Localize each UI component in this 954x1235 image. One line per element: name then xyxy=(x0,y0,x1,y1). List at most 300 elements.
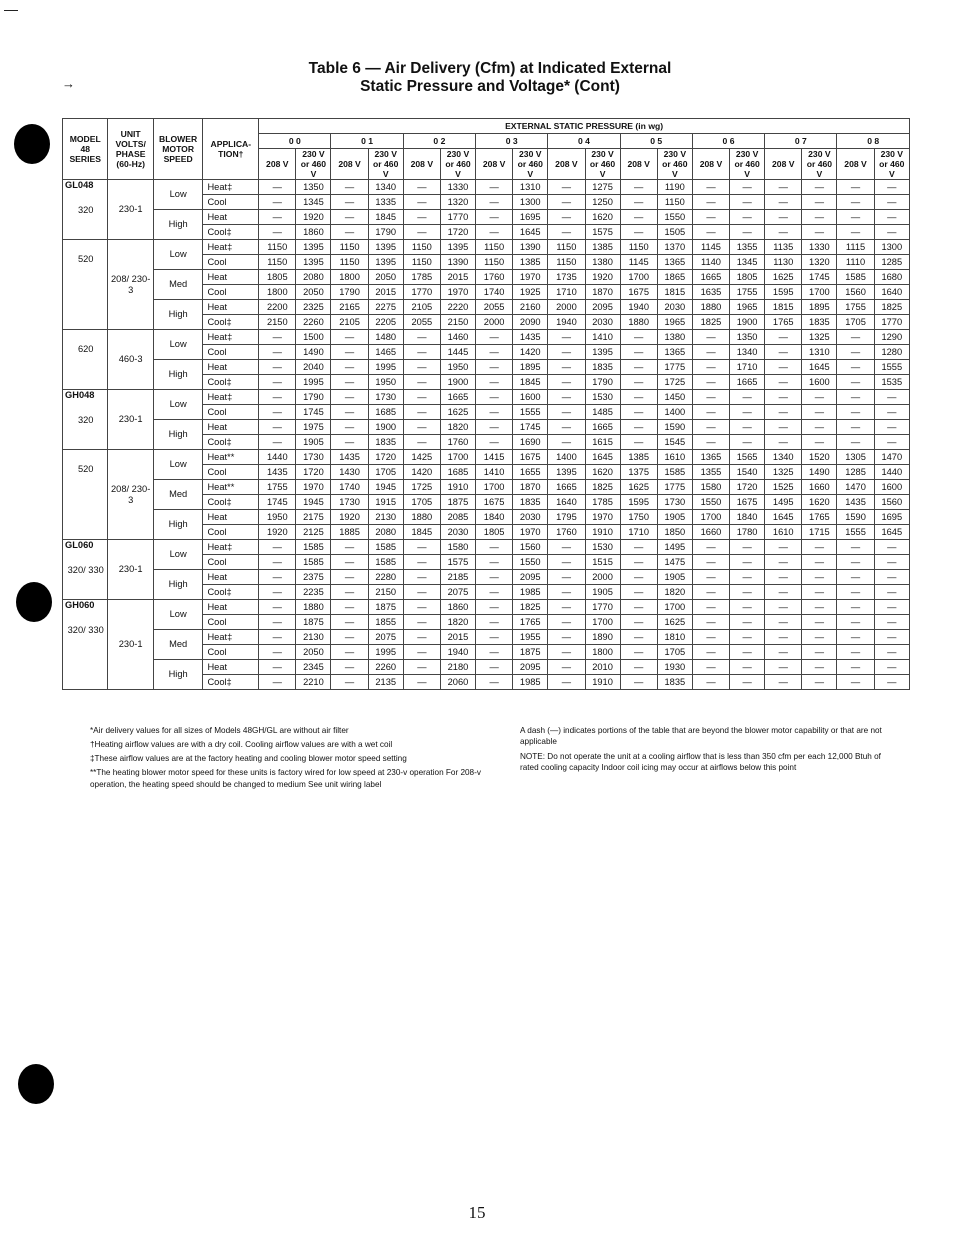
airflow-cell: 1945 xyxy=(368,480,403,495)
airflow-cell: — xyxy=(620,645,657,660)
application-cell: Cool xyxy=(203,285,259,300)
airflow-cell: — xyxy=(331,375,368,390)
airflow-cell: 1470 xyxy=(837,480,874,495)
airflow-cell: — xyxy=(620,570,657,585)
airflow-cell: 1600 xyxy=(874,480,909,495)
airflow-cell: 1835 xyxy=(368,435,403,450)
airflow-cell: — xyxy=(837,630,874,645)
voltage-208-header: 208 V xyxy=(692,149,729,180)
airflow-cell: 1135 xyxy=(765,240,802,255)
application-cell: Cool‡ xyxy=(203,585,259,600)
airflow-cell: — xyxy=(620,360,657,375)
airflow-cell: 1900 xyxy=(440,375,475,390)
application-cell: Heat xyxy=(203,300,259,315)
airflow-cell: 1880 xyxy=(403,510,440,525)
airflow-cell: — xyxy=(837,180,874,195)
airflow-cell: 1835 xyxy=(513,495,548,510)
airflow-cell: 2150 xyxy=(440,315,475,330)
airflow-cell: 1585 xyxy=(657,465,692,480)
airflow-cell: — xyxy=(837,540,874,555)
airflow-cell: — xyxy=(620,225,657,240)
airflow-cell: 1710 xyxy=(548,285,585,300)
airflow-cell: — xyxy=(259,420,296,435)
airflow-cell: — xyxy=(476,645,513,660)
blower-speed-cell: Low xyxy=(153,540,203,570)
airflow-cell: 1150 xyxy=(657,195,692,210)
airflow-cell: 2165 xyxy=(331,300,368,315)
airflow-cell: 2160 xyxy=(513,300,548,315)
airflow-cell: 1720 xyxy=(368,450,403,465)
airflow-cell: 1865 xyxy=(657,270,692,285)
binder-hole-middle xyxy=(16,582,52,622)
airflow-cell: — xyxy=(765,345,802,360)
airflow-cell: — xyxy=(765,420,802,435)
airflow-cell: — xyxy=(692,210,729,225)
airflow-cell: — xyxy=(403,375,440,390)
airflow-cell: 1530 xyxy=(585,540,620,555)
airflow-cell: 1450 xyxy=(657,390,692,405)
airflow-cell: 1795 xyxy=(548,510,585,525)
airflow-cell: 1905 xyxy=(585,585,620,600)
airflow-cell: 1720 xyxy=(440,225,475,240)
airflow-cell: 1665 xyxy=(440,390,475,405)
model-size-label: 620 xyxy=(77,344,94,354)
airflow-cell: 2095 xyxy=(513,660,548,675)
airflow-cell: — xyxy=(476,375,513,390)
airflow-cell: 1350 xyxy=(296,180,331,195)
airflow-cell: 1625 xyxy=(765,270,802,285)
airflow-cell: 1300 xyxy=(874,240,909,255)
airflow-cell: — xyxy=(259,615,296,630)
voltage-208-header: 208 V xyxy=(765,149,802,180)
airflow-cell: — xyxy=(476,435,513,450)
voltage-230-460-header: 230 V or 460 V xyxy=(730,149,765,180)
airflow-cell: — xyxy=(403,195,440,210)
airflow-cell: — xyxy=(730,555,765,570)
airflow-cell: 1700 xyxy=(476,480,513,495)
blower-speed-cell: Med xyxy=(153,480,203,510)
airflow-cell: 1395 xyxy=(585,345,620,360)
airflow-cell: 2130 xyxy=(296,630,331,645)
airflow-cell: 2175 xyxy=(296,510,331,525)
airflow-cell: 1820 xyxy=(440,420,475,435)
airflow-cell: 1435 xyxy=(331,450,368,465)
application-cell: Cool‡ xyxy=(203,675,259,690)
airflow-cell: 1755 xyxy=(730,285,765,300)
airflow-cell: 1895 xyxy=(802,300,837,315)
voltage-208-header: 208 V xyxy=(620,149,657,180)
airflow-cell: — xyxy=(802,540,837,555)
airflow-cell: 1275 xyxy=(585,180,620,195)
airflow-cell: 1910 xyxy=(585,525,620,540)
model-cell xyxy=(63,240,108,330)
application-cell: Heat‡ xyxy=(203,540,259,555)
airflow-cell: 2135 xyxy=(368,675,403,690)
footnotes-left xyxy=(90,725,490,793)
airflow-cell: 1965 xyxy=(730,300,765,315)
airflow-cell: — xyxy=(476,330,513,345)
airflow-cell: — xyxy=(692,540,729,555)
airflow-cell: — xyxy=(765,330,802,345)
airflow-cell: — xyxy=(259,375,296,390)
airflow-cell: 1250 xyxy=(585,195,620,210)
airflow-cell: 1150 xyxy=(331,255,368,270)
airflow-cell: — xyxy=(765,630,802,645)
airflow-cell: — xyxy=(620,210,657,225)
airflow-cell: — xyxy=(837,360,874,375)
airflow-cell: 1435 xyxy=(513,330,548,345)
airflow-cell: — xyxy=(331,630,368,645)
airflow-cell: — xyxy=(476,540,513,555)
airflow-cell: 2095 xyxy=(585,300,620,315)
airflow-cell: — xyxy=(259,675,296,690)
airflow-cell: 1875 xyxy=(513,645,548,660)
airflow-cell: 1875 xyxy=(296,615,331,630)
airflow-cell: 1895 xyxy=(513,360,548,375)
airflow-cell: 1150 xyxy=(476,255,513,270)
volts-cell: 230-1 xyxy=(108,390,153,450)
airflow-cell: — xyxy=(837,345,874,360)
airflow-cell: 1755 xyxy=(259,480,296,495)
application-cell: Heat‡ xyxy=(203,630,259,645)
airflow-cell: 2200 xyxy=(259,300,296,315)
application-cell: Cool xyxy=(203,345,259,360)
airflow-cell: 1790 xyxy=(331,285,368,300)
airflow-cell: — xyxy=(692,645,729,660)
airflow-cell: 2075 xyxy=(368,630,403,645)
application-cell: Heat‡ xyxy=(203,330,259,345)
airflow-cell: 1485 xyxy=(585,405,620,420)
airflow-cell: — xyxy=(331,435,368,450)
airflow-cell: — xyxy=(620,675,657,690)
airflow-cell: 1130 xyxy=(765,255,802,270)
volts-cell: 230-1 xyxy=(108,600,153,690)
airflow-cell: 1620 xyxy=(802,495,837,510)
airflow-cell: — xyxy=(548,630,585,645)
voltage-230-460-header: 230 V or 460 V xyxy=(513,149,548,180)
airflow-cell: 1280 xyxy=(874,345,909,360)
air-delivery-table xyxy=(62,118,910,690)
airflow-cell: 1720 xyxy=(296,465,331,480)
blower-speed-cell: Low xyxy=(153,600,203,630)
airflow-cell: — xyxy=(403,600,440,615)
airflow-cell: — xyxy=(403,345,440,360)
airflow-cell: 1150 xyxy=(403,240,440,255)
airflow-cell: 1825 xyxy=(513,600,548,615)
airflow-cell: 1595 xyxy=(765,285,802,300)
airflow-cell: — xyxy=(331,210,368,225)
airflow-cell: 1150 xyxy=(620,240,657,255)
airflow-cell: 2060 xyxy=(440,675,475,690)
airflow-cell: 1770 xyxy=(874,315,909,330)
volts-cell: 208/ 230-3 xyxy=(108,240,153,330)
volts-cell: 460-3 xyxy=(108,330,153,390)
airflow-cell: 2000 xyxy=(585,570,620,585)
model-series-label: GL060 xyxy=(65,540,94,550)
airflow-cell: 1585 xyxy=(368,555,403,570)
airflow-cell: — xyxy=(730,585,765,600)
airflow-cell: 1430 xyxy=(331,465,368,480)
airflow-cell: — xyxy=(730,420,765,435)
airflow-cell: — xyxy=(259,195,296,210)
airflow-cell: — xyxy=(259,435,296,450)
airflow-cell: 1910 xyxy=(440,480,475,495)
airflow-cell: — xyxy=(802,570,837,585)
airflow-cell: — xyxy=(692,570,729,585)
airflow-cell: — xyxy=(874,570,909,585)
airflow-cell: 1730 xyxy=(657,495,692,510)
model-cell xyxy=(63,540,108,600)
airflow-cell: — xyxy=(765,210,802,225)
blower-speed-cell: Low xyxy=(153,330,203,360)
airflow-cell: — xyxy=(765,195,802,210)
airflow-cell: — xyxy=(548,645,585,660)
airflow-cell: — xyxy=(403,540,440,555)
airflow-cell: — xyxy=(403,555,440,570)
airflow-cell: 1745 xyxy=(296,405,331,420)
airflow-cell: 1375 xyxy=(620,465,657,480)
airflow-cell: — xyxy=(874,600,909,615)
airflow-cell: — xyxy=(620,375,657,390)
airflow-cell: — xyxy=(476,675,513,690)
airflow-cell: — xyxy=(331,615,368,630)
airflow-cell: — xyxy=(331,420,368,435)
airflow-cell: 1150 xyxy=(548,240,585,255)
airflow-cell: 1625 xyxy=(440,405,475,420)
application-cell: Cool‡ xyxy=(203,315,259,330)
airflow-cell: 1765 xyxy=(765,315,802,330)
footnote-dry-coil: †Heating airflow values are with a dry coil. Cooling airflow values are with a wet coil xyxy=(90,740,393,749)
airflow-cell: — xyxy=(476,615,513,630)
airflow-cell: — xyxy=(837,420,874,435)
airflow-cell: — xyxy=(874,405,909,420)
blower-speed-cell: High xyxy=(153,660,203,690)
airflow-cell: 1575 xyxy=(585,225,620,240)
airflow-cell: 1365 xyxy=(657,345,692,360)
airflow-cell: 1995 xyxy=(368,645,403,660)
airflow-cell: 1700 xyxy=(440,450,475,465)
airflow-cell: — xyxy=(548,420,585,435)
airflow-cell: — xyxy=(802,420,837,435)
blower-speed-cell: High xyxy=(153,300,203,330)
airflow-cell: 1440 xyxy=(874,465,909,480)
airflow-cell: 1435 xyxy=(837,495,874,510)
table-row xyxy=(63,390,910,405)
airflow-cell: 1805 xyxy=(476,525,513,540)
airflow-cell: 1700 xyxy=(692,510,729,525)
airflow-cell: 1385 xyxy=(513,255,548,270)
airflow-cell: 1970 xyxy=(585,510,620,525)
airflow-cell: — xyxy=(765,645,802,660)
airflow-cell: 1390 xyxy=(513,240,548,255)
airflow-cell: 1665 xyxy=(692,270,729,285)
application-cell: Heat xyxy=(203,210,259,225)
airflow-cell: 1880 xyxy=(692,300,729,315)
airflow-cell: 1705 xyxy=(657,645,692,660)
airflow-cell: — xyxy=(620,345,657,360)
airflow-cell: — xyxy=(259,630,296,645)
airflow-cell: 1730 xyxy=(368,390,403,405)
footnote-factory-setting: ‡These airflow values are at the factory heating and cooling blower motor speed setting xyxy=(90,754,407,763)
airflow-cell: 1925 xyxy=(513,285,548,300)
airflow-cell: 2000 xyxy=(476,315,513,330)
airflow-cell: — xyxy=(259,360,296,375)
airflow-cell: 1615 xyxy=(585,435,620,450)
airflow-cell: — xyxy=(802,195,837,210)
airflow-cell: 1150 xyxy=(476,240,513,255)
airflow-cell: 1870 xyxy=(585,285,620,300)
airflow-cell: — xyxy=(765,555,802,570)
airflow-cell: 1645 xyxy=(513,225,548,240)
airflow-cell: — xyxy=(874,390,909,405)
airflow-cell: 1665 xyxy=(585,420,620,435)
airflow-cell: — xyxy=(259,405,296,420)
airflow-cell: — xyxy=(331,540,368,555)
airflow-cell: 1525 xyxy=(765,480,802,495)
airflow-cell: 1765 xyxy=(802,510,837,525)
airflow-cell: — xyxy=(403,330,440,345)
airflow-cell: 1495 xyxy=(765,495,802,510)
airflow-cell: 1745 xyxy=(802,270,837,285)
corner-mark xyxy=(4,10,18,11)
airflow-cell: 1930 xyxy=(657,660,692,675)
airflow-cell: — xyxy=(730,435,765,450)
airflow-cell: 1395 xyxy=(368,255,403,270)
airflow-cell: — xyxy=(730,540,765,555)
application-cell: Heat xyxy=(203,510,259,525)
airflow-cell: — xyxy=(802,600,837,615)
voltage-208-header: 208 V xyxy=(548,149,585,180)
voltage-230-460-header: 230 V or 460 V xyxy=(802,149,837,180)
airflow-cell: 1695 xyxy=(513,210,548,225)
airflow-cell: 1515 xyxy=(585,555,620,570)
airflow-cell: 1970 xyxy=(440,285,475,300)
airflow-cell: 2325 xyxy=(296,300,331,315)
airflow-cell: 1910 xyxy=(585,675,620,690)
airflow-cell: 1620 xyxy=(585,465,620,480)
airflow-cell: 1710 xyxy=(730,360,765,375)
airflow-cell: — xyxy=(802,435,837,450)
airflow-cell: 1825 xyxy=(585,480,620,495)
airflow-cell: — xyxy=(620,180,657,195)
footnote-note: NOTE: Do not operate the unit at a cooling airflow that is less than 350 cfm per each 12,000 Btuh of rated cooling capacity Indoor coil icing may occur at airflows below this point xyxy=(520,752,881,772)
airflow-cell: 2040 xyxy=(296,360,331,375)
airflow-cell: — xyxy=(730,615,765,630)
airflow-cell: 1290 xyxy=(874,330,909,345)
airflow-cell: — xyxy=(403,585,440,600)
airflow-cell: — xyxy=(548,390,585,405)
application-cell: Heat** xyxy=(203,450,259,465)
airflow-cell: 1825 xyxy=(692,315,729,330)
airflow-cell: 1700 xyxy=(657,600,692,615)
airflow-cell: — xyxy=(692,585,729,600)
airflow-cell: 1780 xyxy=(730,525,765,540)
airflow-cell: — xyxy=(548,405,585,420)
airflow-cell: — xyxy=(730,645,765,660)
airflow-cell: — xyxy=(837,585,874,600)
airflow-cell: 1550 xyxy=(657,210,692,225)
airflow-cell: 1555 xyxy=(837,525,874,540)
airflow-cell: 1995 xyxy=(368,360,403,375)
table-title xyxy=(150,60,830,96)
airflow-cell: — xyxy=(730,660,765,675)
airflow-cell: 2275 xyxy=(368,300,403,315)
airflow-cell: 1550 xyxy=(513,555,548,570)
airflow-cell: 1140 xyxy=(692,255,729,270)
airflow-cell: 1355 xyxy=(730,240,765,255)
airflow-cell: 1950 xyxy=(259,510,296,525)
airflow-cell: 1500 xyxy=(296,330,331,345)
airflow-cell: — xyxy=(331,660,368,675)
airflow-cell: 1320 xyxy=(802,255,837,270)
airflow-cell: — xyxy=(476,555,513,570)
airflow-cell: 1365 xyxy=(657,255,692,270)
airflow-cell: — xyxy=(476,660,513,675)
airflow-cell: 1685 xyxy=(368,405,403,420)
title-line-2: Static Pressure and Voltage* (Cont) xyxy=(360,78,620,95)
application-cell: Cool xyxy=(203,615,259,630)
airflow-cell: 1590 xyxy=(837,510,874,525)
airflow-cell: 1840 xyxy=(730,510,765,525)
airflow-cell: 1760 xyxy=(476,270,513,285)
airflow-cell: 1645 xyxy=(585,450,620,465)
airflow-cell: — xyxy=(730,570,765,585)
airflow-cell: 1920 xyxy=(259,525,296,540)
airflow-cell: — xyxy=(476,360,513,375)
airflow-cell: 1860 xyxy=(440,600,475,615)
airflow-cell: 1320 xyxy=(440,195,475,210)
airflow-cell: — xyxy=(548,555,585,570)
airflow-cell: — xyxy=(548,180,585,195)
airflow-cell: — xyxy=(692,660,729,675)
airflow-cell: 1145 xyxy=(692,240,729,255)
airflow-cell: — xyxy=(476,195,513,210)
airflow-cell: 1490 xyxy=(296,345,331,360)
airflow-cell: 1610 xyxy=(765,525,802,540)
airflow-cell: 1760 xyxy=(440,435,475,450)
airflow-cell: 1905 xyxy=(657,510,692,525)
airflow-cell: 2030 xyxy=(440,525,475,540)
airflow-cell: 1790 xyxy=(296,390,331,405)
airflow-cell: 1700 xyxy=(802,285,837,300)
airflow-cell: — xyxy=(403,675,440,690)
table-row xyxy=(63,210,910,225)
airflow-cell: 1745 xyxy=(513,420,548,435)
airflow-cell: 1545 xyxy=(657,435,692,450)
pressure-header: 0 7 xyxy=(765,134,837,149)
airflow-cell: — xyxy=(730,405,765,420)
voltage-230-460-header: 230 V or 460 V xyxy=(368,149,403,180)
airflow-cell: 1940 xyxy=(620,300,657,315)
airflow-cell: — xyxy=(476,585,513,600)
airflow-cell: 1380 xyxy=(657,330,692,345)
airflow-cell: — xyxy=(548,615,585,630)
airflow-cell: 1705 xyxy=(368,465,403,480)
airflow-cell: 2130 xyxy=(368,510,403,525)
model-size-label: 320/ 330 xyxy=(67,625,104,635)
table-body xyxy=(63,180,910,690)
airflow-cell: 1985 xyxy=(513,585,548,600)
airflow-cell: 1770 xyxy=(440,210,475,225)
airflow-cell: 1820 xyxy=(657,585,692,600)
airflow-cell: 1755 xyxy=(837,300,874,315)
airflow-cell: — xyxy=(802,645,837,660)
airflow-cell: — xyxy=(730,630,765,645)
airflow-cell: 1855 xyxy=(368,615,403,630)
airflow-cell: 1460 xyxy=(440,330,475,345)
volts-cell: 208/ 230-3 xyxy=(108,450,153,540)
airflow-cell: — xyxy=(802,675,837,690)
